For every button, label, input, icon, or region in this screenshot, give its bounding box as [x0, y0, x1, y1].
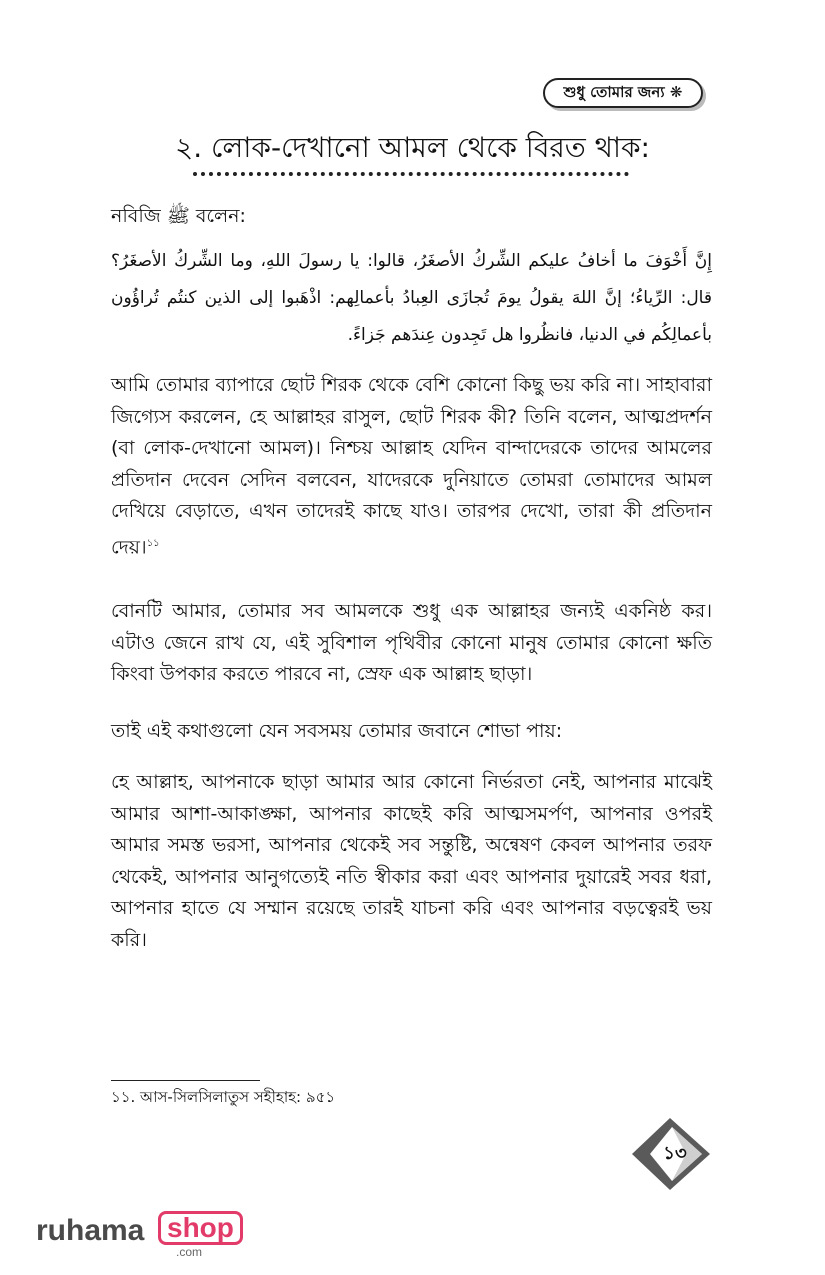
intro-supplication-line: তাই এই কথাগুলো যেন সবসময় তোমার জবানে শোভা পায়: [111, 720, 563, 742]
footnote-divider [111, 1080, 260, 1081]
hadith-lead-in: নবিজি ﷺ বলেন: [111, 205, 246, 227]
hadith-translation-text: আমি তোমার ব্যাপারে ছোট শিরক থেকে বেশি কোনো কিছু ভয় করি না। সাহাবারা জিগ্যেস করলেন, হে আল্লাহর রাসুল, ছোট শিরক কী? তিনি বলেন, আত্মপ্রদর্শন (বা লোক-দেখানো আমল)। নিশ্চয় আল্লাহ যেদিন বান্দাদেরকে তাদের আমলের প্রতিদান দেবেন সেদিন বলবেন, যাদেরকে দুনিয়াতে তোমরা তোমাদের আমল দেখিয়ে বেড়াতে, এখন তাদেরই কাছে যাও। তারপর দেখো, তারা কী প্রতিদান দেয়। [111, 374, 712, 559]
brand-shop-badge: shop [158, 1211, 243, 1245]
footnote-text: ১১. আস-সিলসিলাতুস সহীহাহ: ৯৫১ [111, 1088, 336, 1106]
advice-paragraph: বোনটি আমার, তোমার সব আমলকে শুধু এক আল্লাহর জন্যই একনিষ্ঠ কর। এটাও জেনে রাখ যে, এই সুবিশাল পৃথিবীর কোনো মানুষ তোমার কোনো ক্ষতি কিংবা উপকার করতে পারবে না, স্রেফ এক আল্লাহ ছাড়া। [111, 600, 712, 686]
chapter-title: ২. লোক-দেখানো আমল থেকে বিরত থাক: [175, 131, 650, 164]
title-dotted-divider [193, 172, 629, 176]
hadith-translation-paragraph [111, 370, 712, 564]
brand-name: ruhama [36, 1214, 145, 1247]
brand-domain: .com [176, 1245, 203, 1259]
page-number: ১৩ [663, 1143, 687, 1164]
footnote-reference-marker: ১১ [146, 537, 160, 549]
arabic-hadith-text: إِنَّ أَخْوَفَ ما أخافُ عليكم الشِّركُ الأصغَرُ، قالوا: يا رسولَ اللهِ، وما الشِّركُ الأصغَرُ؟ قال: الرِّياءُ؛ إنَّ اللهَ يقولُ يومَ تُجازَى العِبادُ بأعمالِهم: اذْهَبوا إلى الذين كنتُم تُراؤُون بأعمالِكُم في الدنيا، فانظُروا هل تَجِدون عِندَهم جَزاءً. [111, 251, 712, 345]
running-head-badge [543, 78, 703, 108]
running-head-text: শুধু তোমার জন্য ❋ [563, 82, 683, 101]
brand-logo [36, 1209, 236, 1259]
supplication-paragraph: হে আল্লাহ, আপনাকে ছাড়া আমার আর কোনো নির্ভরতা নেই, আপনার মাঝেই আমার আশা-আকাঙ্ক্ষা, আপনার কাছেই করি আত্মসমর্পণ, আপনার ওপরই আমার সমস্ত ভরসা, আপনার থেকেই সব সন্তুষ্টি, অন্বেষণ কেবল আপনার তরফ থেকেই, আপনার আনুগত্যেই নতি স্বীকার করা এবং আপনার দুয়ারেই সবর ধরা, আপনার হাতে যে সম্মান রয়েছে তারই যাচনা করি এবং আপনার বড়ত্বেরই ভয় করি। [111, 771, 712, 951]
